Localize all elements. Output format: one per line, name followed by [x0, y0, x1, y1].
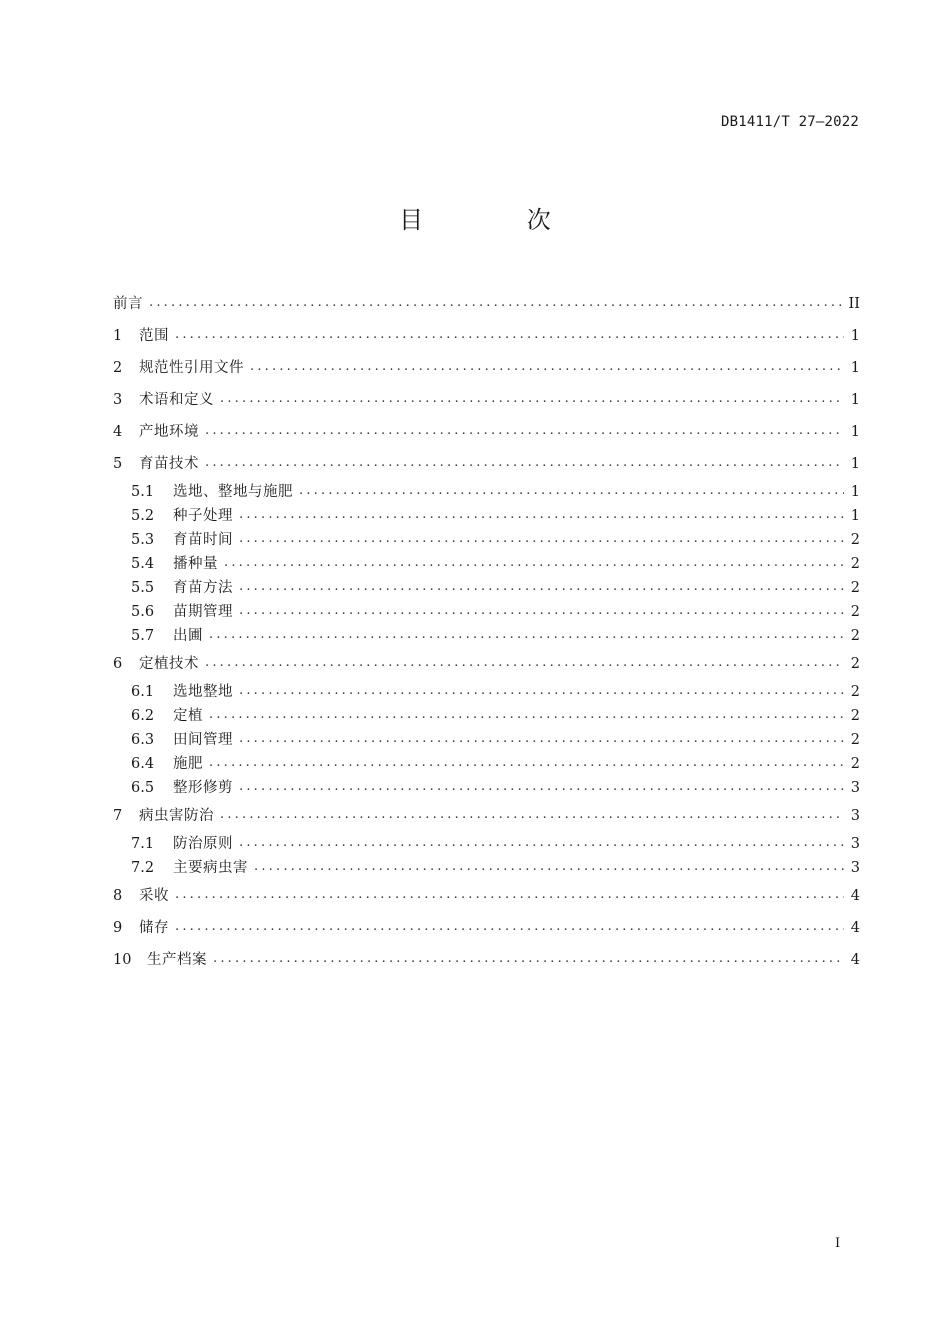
toc-label: 前言	[113, 296, 143, 312]
toc-page-number: 1	[850, 392, 860, 408]
toc-number: 10	[113, 952, 132, 968]
toc-leader-dots	[239, 576, 844, 598]
toc-entry-2[interactable]	[113, 352, 860, 384]
toc-page-number: 3	[850, 808, 860, 824]
toc-label: 主要病虫害	[173, 860, 248, 876]
toc-number: 8	[113, 888, 123, 904]
toc-entry-7-1[interactable]	[113, 832, 860, 856]
toc-label: 施肥	[173, 756, 203, 772]
toc-number: 6.1	[131, 684, 155, 700]
toc-number: 5.2	[131, 508, 155, 524]
toc-leader-dots	[205, 652, 844, 674]
toc-label: 播种量	[173, 556, 218, 572]
toc-label: 种子处理	[173, 508, 233, 524]
toc-leader-dots	[239, 528, 844, 550]
toc-number: 6.5	[131, 780, 155, 796]
toc-entry-1[interactable]	[113, 320, 860, 352]
toc-page-number: II	[848, 296, 860, 312]
toc-page-number: 2	[850, 532, 860, 548]
toc-label: 防治原则	[173, 836, 233, 852]
toc-entry-5-4[interactable]	[113, 552, 860, 576]
toc-entry-10[interactable]	[113, 944, 860, 976]
toc-page-number: 4	[850, 920, 860, 936]
toc-leader-dots	[254, 856, 844, 878]
toc-leader-dots	[220, 388, 844, 410]
toc-page-number: 1	[850, 328, 860, 344]
toc-leader-dots	[239, 600, 844, 622]
toc-page-number: 2	[850, 684, 860, 700]
toc-leader-dots	[175, 324, 844, 346]
toc-label: 定植	[173, 708, 203, 724]
toc-page-number: 2	[850, 580, 860, 596]
toc-entry-6-1[interactable]	[113, 680, 860, 704]
toc-page-number: 2	[850, 556, 860, 572]
toc-entry-6[interactable]	[113, 648, 860, 680]
toc-page-number: 1	[850, 424, 860, 440]
toc-page-number: 3	[850, 836, 860, 852]
toc-label: 储存	[139, 920, 169, 936]
toc-entry-5[interactable]	[113, 448, 860, 480]
toc-label: 范围	[139, 328, 169, 344]
toc-label: 定植技术	[139, 656, 199, 672]
toc-leader-dots	[205, 420, 844, 442]
toc-entry-preface[interactable]	[113, 288, 860, 320]
toc-page-number: 2	[850, 604, 860, 620]
toc-leader-dots	[175, 916, 844, 938]
toc-number: 6	[113, 656, 123, 672]
toc-leader-dots	[149, 292, 843, 314]
toc-leader-dots	[250, 356, 844, 378]
toc-entry-9[interactable]	[113, 912, 860, 944]
toc-page-number: 4	[850, 952, 860, 968]
toc-number: 3	[113, 392, 123, 408]
toc-entry-5-1[interactable]	[113, 480, 860, 504]
toc-leader-dots	[175, 884, 844, 906]
toc-leader-dots	[239, 504, 844, 526]
toc-label: 育苗方法	[173, 580, 233, 596]
toc-entry-6-4[interactable]	[113, 752, 860, 776]
toc-leader-dots	[209, 704, 844, 726]
toc-entry-8[interactable]	[113, 880, 860, 912]
toc-leader-dots	[239, 680, 844, 702]
toc-entry-5-3[interactable]	[113, 528, 860, 552]
toc-entry-3[interactable]	[113, 384, 860, 416]
toc-entry-6-3[interactable]	[113, 728, 860, 752]
toc-entry-7[interactable]	[113, 800, 860, 832]
toc-number: 5.3	[131, 532, 155, 548]
page-title: 目 次	[399, 206, 599, 234]
toc-label: 选地、整地与施肥	[173, 484, 293, 500]
toc-number: 7.1	[131, 836, 155, 852]
page-number: I	[835, 1236, 841, 1251]
toc-label: 苗期管理	[173, 604, 233, 620]
toc-label: 田间管理	[173, 732, 233, 748]
toc-page-number: 2	[850, 628, 860, 644]
toc-entry-5-6[interactable]	[113, 600, 860, 624]
toc-page-number: 3	[850, 860, 860, 876]
toc-leader-dots	[239, 728, 844, 750]
toc-leader-dots	[224, 552, 844, 574]
toc-page-number: 4	[850, 888, 860, 904]
toc-entry-5-7[interactable]	[113, 624, 860, 648]
toc-leader-dots	[209, 752, 844, 774]
toc-entry-7-2[interactable]	[113, 856, 860, 880]
toc-label: 生产档案	[147, 952, 207, 968]
toc-number: 6.3	[131, 732, 155, 748]
toc-page-number: 1	[850, 508, 860, 524]
toc-page-number: 1	[850, 456, 860, 472]
toc-number: 6.2	[131, 708, 155, 724]
toc-label: 采收	[139, 888, 169, 904]
toc-label: 整形修剪	[173, 780, 233, 796]
toc-leader-dots	[209, 624, 844, 646]
document-code: DB1411/T 27—2022	[720, 114, 859, 130]
toc-label: 规范性引用文件	[139, 360, 244, 376]
toc-number: 5.1	[131, 484, 155, 500]
toc-label: 产地环境	[139, 424, 199, 440]
toc-entry-5-5[interactable]	[113, 576, 860, 600]
toc-page-number: 2	[850, 656, 860, 672]
toc-page-number: 1	[850, 484, 860, 500]
toc-leader-dots	[220, 804, 844, 826]
toc-label: 育苗时间	[173, 532, 233, 548]
toc-number: 6.4	[131, 756, 155, 772]
toc-number: 9	[113, 920, 123, 936]
toc-number: 7.2	[131, 860, 155, 876]
toc-entry-5-2[interactable]	[113, 504, 860, 528]
toc-label: 选地整地	[173, 684, 233, 700]
toc-number: 4	[113, 424, 123, 440]
toc-page-number: 2	[850, 708, 860, 724]
toc-leader-dots	[239, 832, 844, 854]
toc-leader-dots	[213, 948, 844, 970]
toc-number: 7	[113, 808, 123, 824]
toc-number: 5.4	[131, 556, 155, 572]
toc-leader-dots	[299, 480, 844, 502]
toc-number: 5.6	[131, 604, 155, 620]
toc-label: 术语和定义	[139, 392, 214, 408]
toc-number: 5	[113, 456, 123, 472]
toc-entry-6-2[interactable]	[113, 704, 860, 728]
toc-label: 育苗技术	[139, 456, 199, 472]
table-of-contents	[113, 288, 860, 976]
toc-label: 出圃	[173, 628, 203, 644]
toc-leader-dots	[205, 452, 844, 474]
toc-number: 5.5	[131, 580, 155, 596]
toc-label: 病虫害防治	[139, 808, 214, 824]
toc-number: 2	[113, 360, 123, 376]
toc-page-number: 1	[850, 360, 860, 376]
toc-entry-6-5[interactable]	[113, 776, 860, 800]
toc-leader-dots	[239, 776, 844, 798]
toc-number: 1	[113, 328, 123, 344]
toc-number: 5.7	[131, 628, 155, 644]
toc-entry-4[interactable]	[113, 416, 860, 448]
toc-page-number: 3	[850, 780, 860, 796]
toc-page-number: 2	[850, 756, 860, 772]
toc-page-number: 2	[850, 732, 860, 748]
